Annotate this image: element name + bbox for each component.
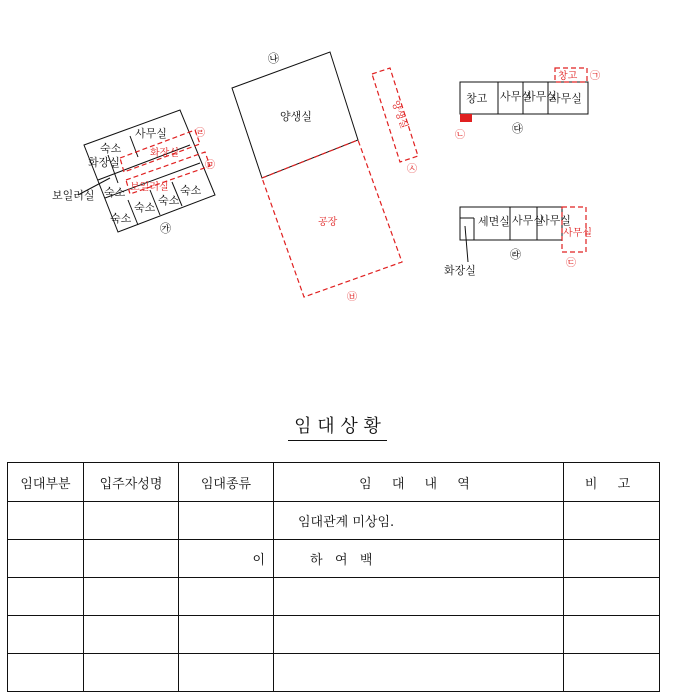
- header-lease-details: 임 대 내 역: [274, 463, 564, 502]
- ga-room-3: 화장실: [88, 156, 120, 169]
- ga-room-5: 숙소: [110, 212, 132, 225]
- cell: [8, 616, 84, 654]
- cell: [179, 654, 274, 692]
- ra-room-2: 사무실: [512, 214, 544, 227]
- table-row: [8, 616, 660, 654]
- table-row: [8, 654, 660, 692]
- curing-marker: ㉦: [407, 164, 417, 175]
- cell: [179, 502, 274, 540]
- da-room-3: 사무실: [525, 90, 557, 103]
- cell: [84, 502, 179, 540]
- cell: [179, 616, 274, 654]
- cell: [84, 654, 179, 692]
- table-row: [8, 540, 660, 578]
- ga-red-label: 보일러실: [130, 182, 169, 193]
- cell: 하 여 백: [274, 540, 564, 578]
- na-label: 양생실: [280, 110, 312, 123]
- da-marker: ㉰: [512, 122, 523, 135]
- da-ext-marker-1: ㉠: [590, 71, 600, 82]
- ga-boiler-label: 보일러실: [52, 189, 95, 202]
- ga-room-9: 숙소: [104, 186, 126, 199]
- da-storage-red: 창고: [558, 71, 578, 82]
- cell: [564, 616, 660, 654]
- table-row: [8, 578, 660, 616]
- ga-marker: ㉮: [160, 222, 171, 235]
- ga-room-6: 숙소: [134, 201, 156, 214]
- da-room-2: 사무실: [500, 90, 532, 103]
- lease-status-title: 임 대 상 황: [0, 412, 675, 441]
- ga-room-7: 숙소: [158, 194, 180, 207]
- ra-toilet-label: 화장실: [444, 264, 476, 277]
- factory-label: 공장: [318, 217, 338, 228]
- ga-room-8: 숙소: [180, 184, 202, 197]
- curing-shed-label: 양생실: [389, 99, 410, 131]
- table-row: [8, 502, 660, 540]
- cell: 이: [179, 540, 274, 578]
- cell: [84, 578, 179, 616]
- cell: [564, 654, 660, 692]
- cell: [564, 540, 660, 578]
- ra-office-red: 사무실: [563, 228, 592, 239]
- da-room-4: 사무실: [550, 92, 582, 105]
- lease-status-table: [7, 462, 660, 692]
- header-remarks: 비 고: [564, 463, 660, 502]
- ra-marker: ㉱: [510, 248, 521, 261]
- cell: [564, 502, 660, 540]
- cell: [84, 540, 179, 578]
- table-header-row: [8, 463, 660, 502]
- cell: [84, 616, 179, 654]
- da-ext-marker-2: ㉡: [455, 130, 465, 141]
- ga-red-label-2: 화장실: [150, 148, 179, 159]
- building-ga: [52, 110, 215, 235]
- ga-room-2: 사무실: [135, 127, 167, 140]
- cell: [564, 578, 660, 616]
- cell: 임대관계 미상임.: [274, 502, 564, 540]
- header-tenant-name: 입주자성명: [84, 463, 179, 502]
- cell: [8, 540, 84, 578]
- ga-ext-marker-1: ㉣: [195, 128, 205, 139]
- factory-marker: ㉥: [347, 292, 357, 303]
- da-room-1: 창고: [466, 92, 488, 105]
- building-na: [232, 52, 418, 303]
- na-marker: ㉯: [268, 52, 279, 65]
- ga-ext-marker-2: ㉤: [205, 160, 215, 171]
- building-ra: [444, 207, 592, 277]
- ga-room-1: 숙소: [100, 142, 122, 155]
- ra-room-3: 사무실: [539, 214, 571, 227]
- ra-ext-marker: ㉢: [566, 258, 576, 269]
- cell: [274, 578, 564, 616]
- ra-room-1: 세면실: [478, 215, 510, 228]
- cell: [8, 654, 84, 692]
- header-lease-part: 임대부분: [8, 463, 84, 502]
- header-lease-type: 임대종류: [179, 463, 274, 502]
- building-da: [455, 68, 600, 141]
- cell: [8, 578, 84, 616]
- cell: [179, 578, 274, 616]
- cell: [274, 616, 564, 654]
- cell: [8, 502, 84, 540]
- cell: [274, 654, 564, 692]
